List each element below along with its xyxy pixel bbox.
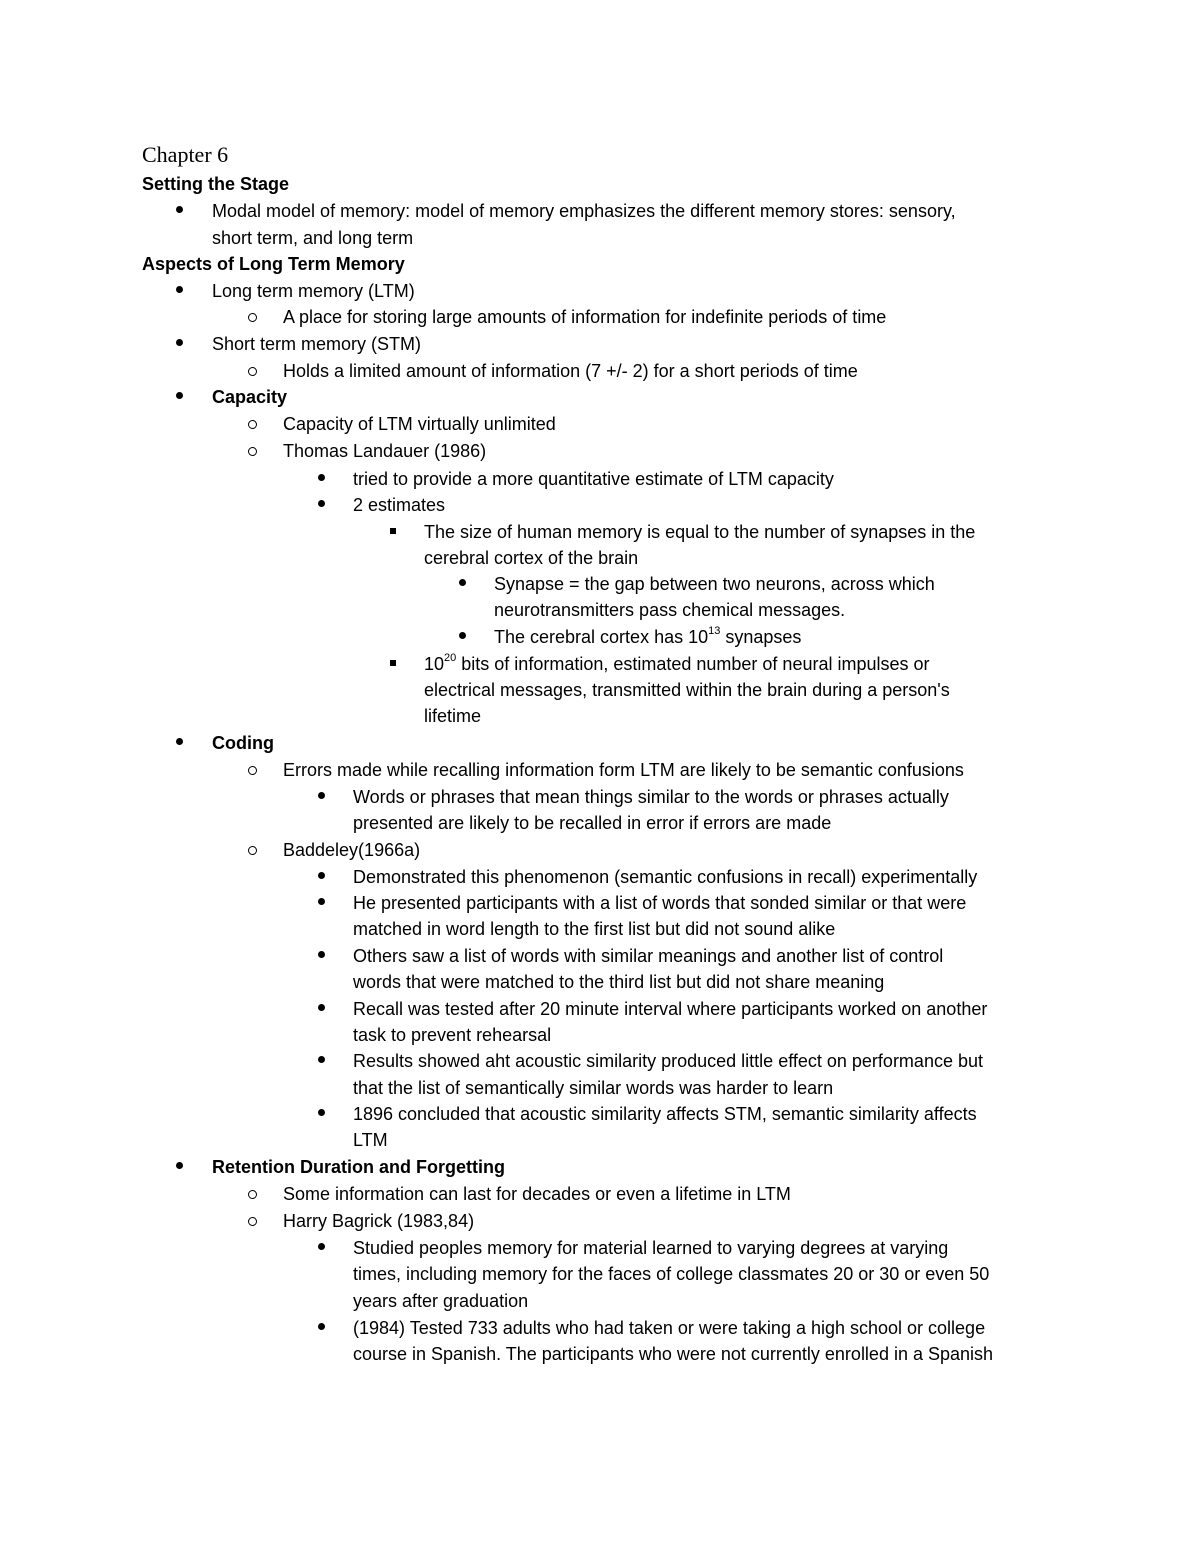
- bullet-disc-icon: [318, 1004, 325, 1011]
- bullet-disc-icon: [318, 872, 325, 879]
- list-item-text: (1984) Tested 733 adults who had taken or were taking a high school or college: [353, 1318, 986, 1338]
- bullet-disc-icon: [176, 738, 183, 745]
- list-item-text: task to prevent rehearsal: [353, 1025, 552, 1045]
- list-item-text: times, including memory for the faces of college classmates 20 or 30 or even 50: [353, 1264, 990, 1284]
- list-item-text: A place for storing large amounts of information for indefinite periods of time: [283, 307, 887, 327]
- bullet-disc-icon: [176, 206, 183, 213]
- bullet-disc-icon: [459, 632, 466, 639]
- superscript-exponent: 13: [708, 625, 721, 637]
- superscript-exponent: 20: [444, 652, 457, 664]
- bullet-disc-icon: [318, 1323, 325, 1330]
- list-item-text: matched in word length to the first list but did not sound alike: [353, 919, 836, 939]
- list-item-text: Holds a limited amount of information (7 +/- 2) for a short periods of time: [283, 361, 858, 381]
- bullet-disc-icon: [318, 474, 325, 481]
- list-item-text: Recall was tested after 20 minute interval where participants worked on another: [353, 999, 988, 1019]
- bullet-disc-icon: [176, 339, 183, 346]
- bullet-circle-icon: [248, 766, 257, 775]
- list-item-text: He presented participants with a list of words that sonded similar or that were: [353, 893, 967, 913]
- list-item-text: Studied peoples memory for material learned to varying degrees at varying: [353, 1238, 949, 1258]
- text-run: The cerebral cortex has 10: [494, 627, 709, 647]
- list-item-text: Results showed aht acoustic similarity produced little effect on performance but: [353, 1051, 983, 1071]
- list-item-text: Thomas Landauer (1986): [283, 441, 487, 461]
- list-item-text: cerebral cortex of the brain: [424, 548, 639, 568]
- section-heading: Aspects of Long Term Memory: [142, 254, 405, 274]
- bullet-square-icon: [390, 528, 396, 534]
- bullet-disc-icon: [176, 1162, 183, 1169]
- bullet-circle-icon: [248, 447, 257, 456]
- list-item-text: words that were matched to the third list but did not share meaning: [353, 972, 885, 992]
- list-item-text: The size of human memory is equal to the number of synapses in the: [424, 522, 976, 542]
- list-item-text: tried to provide a more quantitative estimate of LTM capacity: [353, 469, 834, 489]
- section-heading: Setting the Stage: [142, 174, 290, 194]
- bullet-circle-icon: [248, 846, 257, 855]
- list-item-text: that the list of semantically similar words was harder to learn: [353, 1078, 834, 1098]
- list-item-text: [494, 626, 801, 648]
- list-item-text: Long term memory (LTM): [212, 281, 415, 301]
- text-run: 10: [424, 654, 445, 674]
- list-item-text: Retention Duration and Forgetting: [212, 1157, 505, 1177]
- list-item-text: Baddeley(1966a): [283, 840, 421, 860]
- list-item-text: course in Spanish. The participants who were not currently enrolled in a Spanish: [353, 1344, 994, 1364]
- list-item-text: Words or phrases that mean things similar to the words or phrases actually: [353, 787, 949, 807]
- list-item-text: Errors made while recalling information form LTM are likely to be semantic confusions: [283, 760, 964, 780]
- list-item-text: presented are likely to be recalled in error if errors are made: [353, 813, 832, 833]
- list-item-text: Synapse = the gap between two neurons, across which: [494, 574, 935, 594]
- bullet-disc-icon: [318, 1243, 325, 1250]
- list-item-text: Some information can last for decades or even a lifetime in LTM: [283, 1184, 791, 1204]
- bullet-disc-icon: [318, 1056, 325, 1063]
- list-item-text: 2 estimates: [353, 495, 446, 515]
- list-item-text: LTM: [353, 1130, 388, 1150]
- list-item-text: electrical messages, transmitted within the brain during a person's: [424, 680, 950, 700]
- list-item-text: neurotransmitters pass chemical messages.: [494, 600, 846, 620]
- bullet-circle-icon: [248, 1217, 257, 1226]
- list-item-text: Demonstrated this phenomenon (semantic confusions in recall) experimentally: [353, 867, 978, 887]
- list-item-text: years after graduation: [353, 1291, 529, 1311]
- list-item-text: Capacity of LTM virtually unlimited: [283, 414, 556, 434]
- bullet-disc-icon: [459, 579, 466, 586]
- list-item-text: short term, and long term: [212, 228, 414, 248]
- bullet-circle-icon: [248, 1190, 257, 1199]
- chapter-title: Chapter 6: [142, 142, 229, 167]
- bullet-disc-icon: [318, 792, 325, 799]
- text-run: synapses: [720, 627, 802, 647]
- list-item-text: lifetime: [424, 706, 482, 726]
- text-run: bits of information, estimated number of neural impulses or: [456, 654, 930, 674]
- list-item-text: Coding: [212, 733, 274, 753]
- list-item-text: Modal model of memory: model of memory emphasizes the different memory stores: sensory,: [212, 201, 956, 221]
- bullet-circle-icon: [248, 367, 257, 376]
- bullet-disc-icon: [318, 951, 325, 958]
- list-item-text: Short term memory (STM): [212, 334, 422, 354]
- bullet-circle-icon: [248, 313, 257, 322]
- bullet-disc-icon: [318, 500, 325, 507]
- list-item-text: [424, 653, 930, 675]
- list-item-text: 1896 concluded that acoustic similarity affects STM, semantic similarity affects: [353, 1104, 977, 1124]
- list-item-text: Others saw a list of words with similar meanings and another list of control: [353, 946, 944, 966]
- bullet-circle-icon: [248, 420, 257, 429]
- bullet-disc-icon: [318, 898, 325, 905]
- bullet-disc-icon: [318, 1109, 325, 1116]
- list-item-text: Capacity: [212, 387, 288, 407]
- bullet-disc-icon: [176, 392, 183, 399]
- bullet-square-icon: [390, 660, 396, 666]
- list-item-text: Harry Bagrick (1983,84): [283, 1211, 475, 1231]
- bullet-disc-icon: [176, 286, 183, 293]
